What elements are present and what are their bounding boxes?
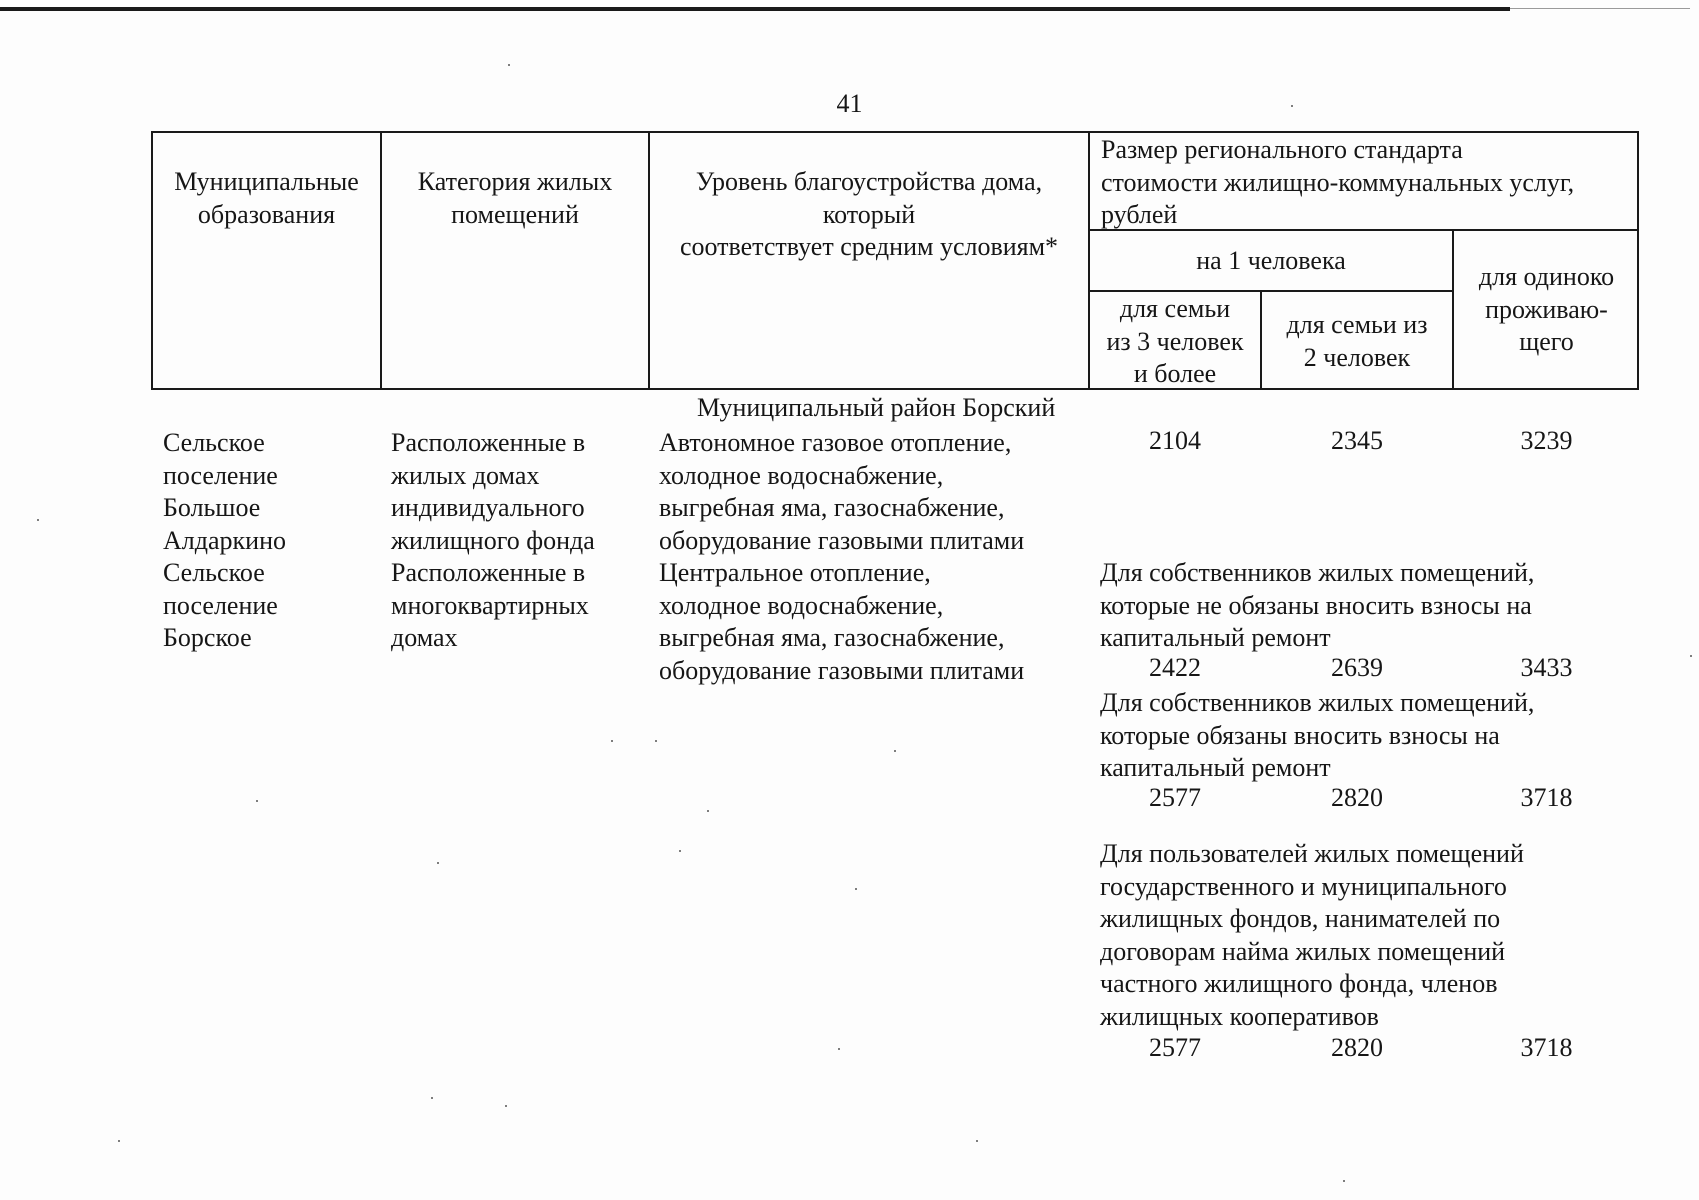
group1-value-family2: 2639 [1331, 653, 1383, 682]
header-family3 [1090, 293, 1260, 391]
group3-note [1100, 838, 1524, 1034]
scan-speck [437, 862, 439, 864]
note-text: жилищных фондов, нанимателей по [1100, 904, 1501, 934]
section-title: Муниципальный район Борский [697, 393, 1056, 422]
cell-text: поселение [163, 590, 278, 620]
scan-speck [1291, 105, 1293, 107]
row1-value-family2: 2345 [1331, 426, 1383, 455]
group3-value-single: 3718 [1520, 1033, 1573, 1062]
header-text: Уровень благоустройства дома, [695, 167, 1043, 196]
header-text: и более [1133, 359, 1217, 389]
cell-text: индивидуального [391, 493, 585, 523]
scan-speck [838, 1048, 840, 1050]
group1-value-single: 3433 [1520, 653, 1573, 682]
cell-text: Автономное газовое отопление, [659, 428, 1012, 457]
cell-text: поселение [163, 460, 278, 490]
header-text: соответствует средним условиям* [679, 232, 1059, 262]
note-text: капитальный ремонт [1100, 623, 1331, 653]
scan-speck [431, 1097, 433, 1099]
header-level [650, 166, 1088, 264]
note-text: которые не обязаны вносить взносы на [1100, 590, 1532, 620]
scan-speck [505, 1105, 507, 1107]
header-municipal [153, 166, 380, 231]
scan-speck [611, 740, 613, 742]
group3-value-family3: 2577 [1149, 1033, 1201, 1062]
header-text: из 3 человек [1106, 326, 1244, 356]
scan-speck [1343, 1180, 1345, 1182]
header-text: для семьи из [1286, 310, 1428, 339]
row1-category [391, 427, 595, 557]
header-text: Муниципальные [174, 167, 359, 196]
header-text: помещений [451, 199, 579, 229]
note-text: Для пользователей жилых помещений [1100, 839, 1524, 868]
row2-municipality [163, 557, 278, 655]
group1-note [1100, 557, 1534, 655]
cell-text: Расположенные в [391, 428, 586, 457]
row2-level [659, 557, 1024, 687]
note-text: Для собственников жилых помещений, [1100, 688, 1535, 717]
cell-text: домах [391, 623, 458, 653]
row1-municipality [163, 427, 286, 557]
note-text: капитальный ремонт [1100, 753, 1331, 783]
header-text: Категория жилых [417, 167, 613, 196]
cell-text: холодное водоснабжение, [659, 460, 944, 490]
cell-text: выгребная яма, газоснабжение, [659, 493, 1005, 523]
cell-text: оборудование газовыми плитами [659, 655, 1025, 685]
group2-note [1100, 687, 1534, 785]
scan-speck [707, 810, 709, 812]
row1-value-family3: 2104 [1149, 426, 1201, 455]
header-text: рублей [1101, 200, 1178, 230]
row1-level [659, 427, 1024, 557]
header-text: стоимости жилищно-коммунальных услуг, [1101, 167, 1575, 197]
note-text: Для собственников жилых помещений, [1100, 558, 1535, 587]
scan-speck [976, 1140, 978, 1142]
cell-text: Сельское [163, 558, 265, 587]
note-text: жилищных кооперативов [1100, 1001, 1379, 1031]
note-text: договорам найма жилых помещений [1100, 936, 1506, 966]
header-family2 [1262, 309, 1452, 374]
header-per-person: на 1 человека [1196, 246, 1346, 275]
scan-speck [855, 888, 857, 890]
note-text: государственного и муниципального [1100, 871, 1507, 901]
header-text: проживаю- [1485, 294, 1608, 324]
header-standard [1101, 134, 1574, 232]
header-divider [1090, 290, 1452, 292]
header-text: Размер регионального стандарта [1101, 135, 1463, 164]
cell-text: Алдаркино [163, 525, 286, 555]
cell-text: Борское [163, 623, 252, 653]
group1-value-family3: 2422 [1149, 653, 1201, 682]
scan-speck [679, 850, 681, 852]
table-header [151, 131, 1639, 390]
cell-text: Сельское [163, 428, 265, 457]
header-text: щего [1519, 327, 1574, 357]
scan-speck [37, 519, 39, 521]
scan-speck [256, 800, 258, 802]
scan-edge-rule-faint [1510, 8, 1690, 9]
scan-speck [508, 64, 510, 66]
header-text: 2 человек [1303, 342, 1411, 372]
scan-speck [655, 740, 657, 742]
cell-text: Центральное отопление, [659, 558, 931, 587]
group3-value-family2: 2820 [1331, 1033, 1383, 1062]
group2-value-family2: 2820 [1331, 783, 1383, 812]
group2-value-single: 3718 [1520, 783, 1573, 812]
scan-edge-rule [0, 7, 1510, 11]
scan-speck [1690, 655, 1692, 657]
note-text: которые обязаны вносить взносы на [1100, 720, 1500, 750]
header-text: для семьи [1119, 294, 1231, 323]
scan-speck [894, 750, 896, 752]
cell-text: оборудование газовыми плитами [659, 525, 1025, 555]
note-text: частного жилищного фонда, членов [1100, 969, 1498, 999]
header-underline [1101, 229, 1187, 230]
header-text: для одиноко [1478, 262, 1615, 291]
cell-text: многоквартирных [391, 590, 589, 620]
cell-text: выгребная яма, газоснабжение, [659, 623, 1005, 653]
cell-text: жилых домах [391, 460, 540, 490]
row2-category [391, 557, 589, 655]
header-category [382, 166, 648, 231]
scan-speck [118, 1140, 120, 1142]
header-single [1454, 261, 1639, 359]
group2-value-family3: 2577 [1149, 783, 1201, 812]
cell-text: Расположенные в [391, 558, 586, 587]
page-number: 41 [836, 89, 863, 118]
cell-text: жилищного фонда [391, 525, 595, 555]
row1-value-single: 3239 [1520, 426, 1573, 455]
cell-text: холодное водоснабжение, [659, 590, 944, 620]
header-text: который [822, 199, 916, 229]
cell-text: Большое [163, 493, 261, 523]
header-text: образования [197, 199, 336, 229]
